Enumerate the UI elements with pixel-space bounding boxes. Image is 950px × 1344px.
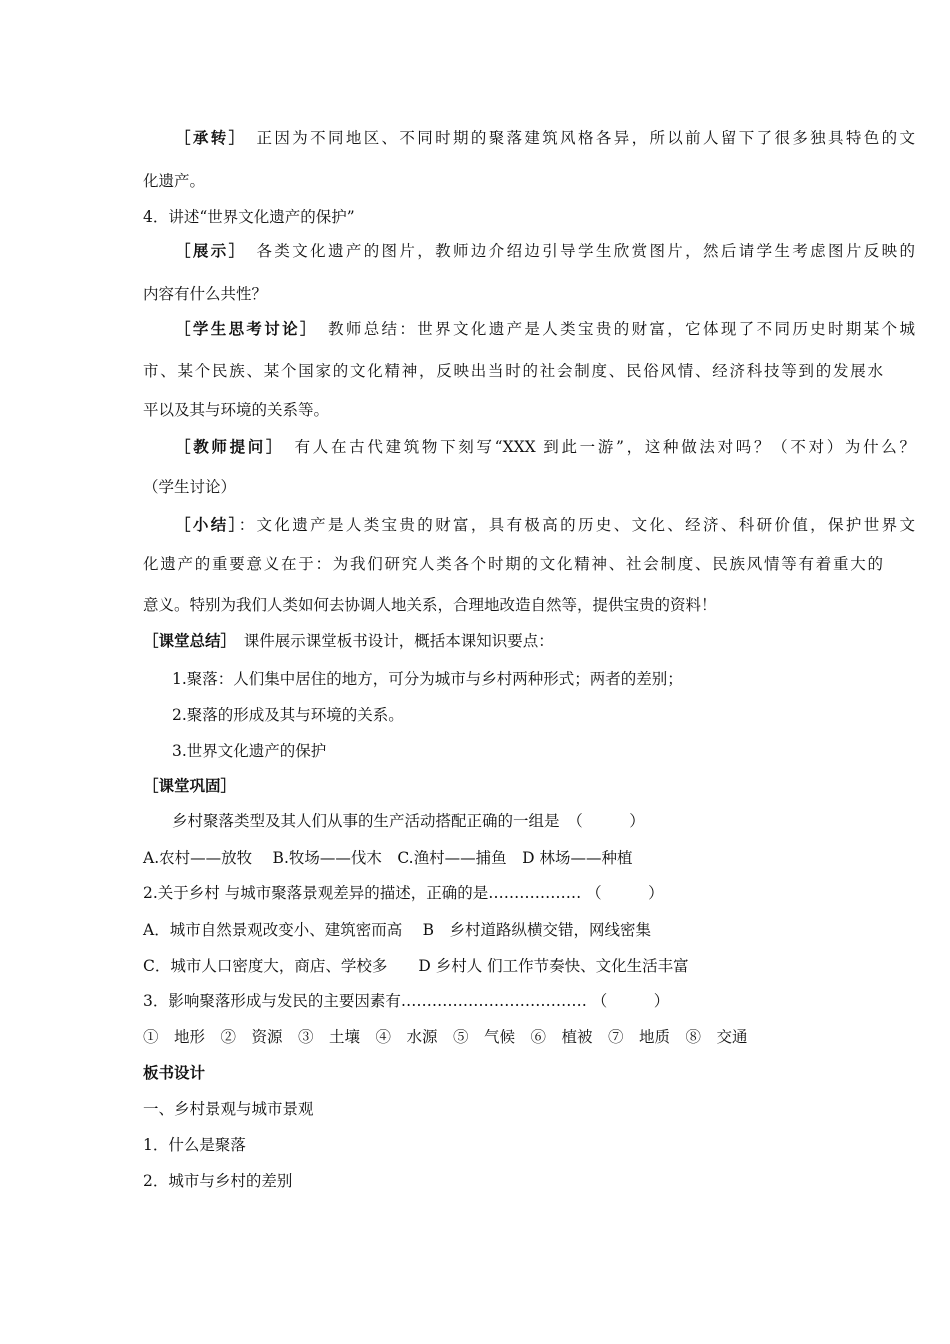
section-heading: ［课堂巩固］ — [143, 776, 237, 795]
section-tag: ［教师提问］ — [175, 437, 277, 456]
summary-item: 3.世界文化遗产的保护 — [172, 742, 327, 760]
question: 2.关于乡村 与城市聚落景观差异的描述，正确的是……………… （ ） — [143, 884, 664, 902]
question-options: A．城市自然景观改变小、建筑密而高 B 乡村道路纵横交错，网线密集 — [143, 921, 652, 939]
section-tag: ［课堂总结］ — [143, 631, 229, 650]
item-heading: 4．讲述“世界文化遗产的保护” — [143, 208, 355, 226]
paragraph-text: 正因为不同地区、不同时期的聚落建筑风格各异，所以前人留下了很多独具特色的文 — [238, 129, 915, 147]
question-options: ① 地形 ② 资源 ③ 土壤 ④ 水源 ⑤ 气候 ⑥ 植被 ⑦ 地质 ⑧ 交通 — [143, 1028, 748, 1046]
question-options: A.农村——放牧 B.牧场——伐木 C.渔村——捕鱼 D 林场——种植 — [143, 849, 633, 867]
paragraph-line — [143, 630, 883, 652]
paragraph-line: 平以及其与环境的关系等。 — [143, 401, 330, 419]
paragraph-text: ：文化遗产是人类宝贵的财富，具有极高的历史、文化、经济、科研价值，保护世界文 — [238, 516, 915, 534]
section-tag: ［小结］ — [175, 515, 239, 534]
question-options: C．城市人口密度大，商店、学校多 D 乡村人 们工作节奏快、文化生活丰富 — [143, 957, 689, 975]
paragraph-line — [175, 240, 915, 262]
paragraph-line: 化遗产的重要意义在于：为我们研究人类各个时期的文化精神、社会制度、民族风情等有着重大的 — [143, 555, 883, 573]
paragraph-line — [175, 514, 915, 536]
outline-item: 2．城市与乡村的差别 — [143, 1172, 293, 1190]
paragraph-text: 各类文化遗产的图片，教师边介绍边引导学生欣赏图片，然后请学生考虑图片反映的 — [238, 242, 915, 260]
section-tag: ［承转］ — [175, 128, 239, 147]
paragraph-text: 课件展示课堂板书设计，概括本课知识要点： — [228, 632, 554, 650]
paragraph-line: 内容有什么共性？ — [143, 285, 268, 303]
outline-item: 1．什么是聚落 — [143, 1136, 246, 1154]
paragraph-line: 意义。特别为我们人类如何去协调人地关系，合理地改造自然等，提供宝贵的资料！ — [143, 596, 717, 614]
summary-item: 2.聚落的形成及其与环境的关系。 — [172, 706, 404, 724]
paragraph-line — [175, 127, 915, 149]
section-tag: ［展示］ — [175, 241, 239, 260]
paragraph-text: 教师总结：世界文化遗产是人类宝贵的财富，它体现了不同历史时期某个城 — [310, 320, 915, 338]
section-tag: ［学生思考讨论］ — [175, 319, 311, 338]
paragraph-line — [175, 436, 915, 458]
question: 乡村聚落类型及其人们从事的生产活动搭配正确的一组是 （ ） — [172, 812, 645, 830]
question: 3．影响聚落形成与发民的主要因素有……………………………… （ ） — [143, 992, 670, 1010]
paragraph-line: （学生讨论） — [143, 478, 237, 496]
outline-item: 一、乡村景观与城市景观 — [143, 1100, 314, 1118]
paragraph-line: 市、某个民族、某个国家的文化精神，反映出当时的社会制度、民俗风情、经济科技等到的发展水 — [143, 362, 883, 380]
summary-item: 1.聚落：人们集中居住的地方，可分为城市与乡村两种形式；两者的差别； — [172, 670, 683, 688]
section-heading: 板书设计 — [143, 1063, 206, 1082]
paragraph-line — [175, 318, 915, 340]
paragraph-line: 化遗产。 — [143, 172, 206, 190]
paragraph-text: 有人在古代建筑物下刻写“XXX 到此一游”，这种做法对吗？（不对）为什么？ — [276, 438, 915, 456]
